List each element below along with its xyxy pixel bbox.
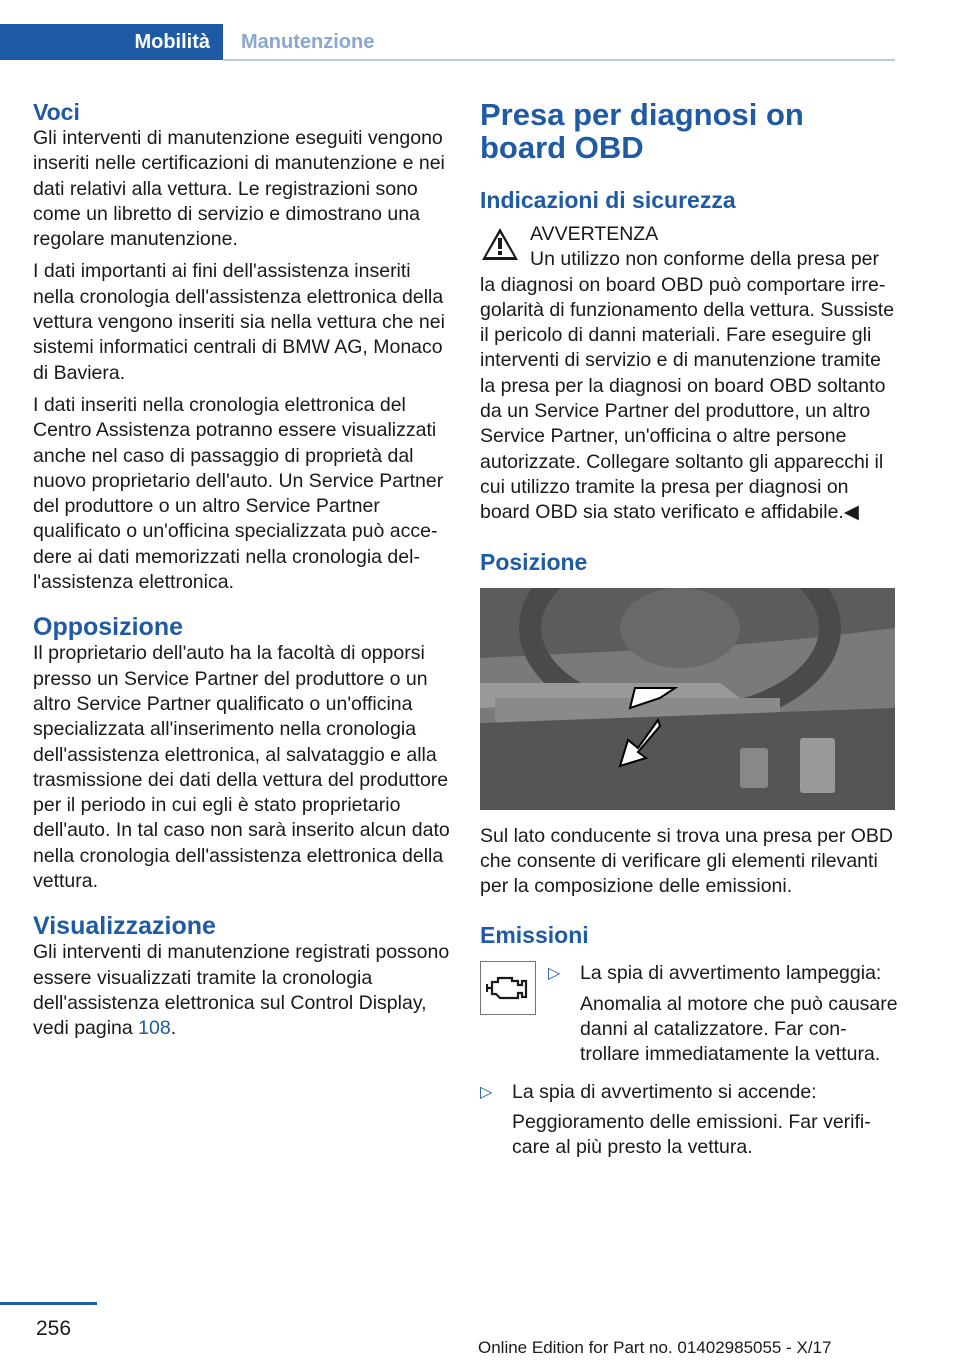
list-item-title: La spia di avvertimento si accende: [512,1080,817,1103]
warning-text: Un utilizzo non conforme della presa per la diagnosi on board OBD può comportare irregolarità di funzionamento della vettura. Sussiste il pericolo di danni materiali. Fare eseguire gli interventi di servizio e di manutenzione tramite la presa per la diagnosi on board OBD soltanto da un Service Partner del produttore, un altro Service Partner, un'officina o altre persone autorizzate. Collegare soltanto gli apparecchi il cui utilizzo tramite la presa per diagnosi on board OBD sia stato verificato e affidabile.◀ [480,248,895,524]
page-title: Presa per diagnosi on board OBD [480,97,804,165]
paragraph: I dati inseriti nella cronologia elettronica del Centro Assistenza potranno essere visualizzati anche nel caso di passaggio di proprietà dal nuovo proprietario dell'auto. Un Service Partner del produttore o un altro Service Partner qualificato o un'officina specializzata può accedere ai dati memorizzati nella cronologia dell'assistenza elettronica. [33,393,444,594]
emissions-list [480,961,898,1067]
chapter-header [0,24,895,62]
section-title-voci: Voci [33,99,80,125]
section-title-opposizione: Opposizione [33,613,183,642]
warning-block [480,222,898,526]
list-item-title: La spia di avvertimento lampeggia: [580,962,882,985]
footer-divider [0,1302,97,1305]
section-title-visualizzazione: Visualizzazione [33,912,216,941]
section-title-posizione: Posizione [480,548,588,575]
section-title-sicurezza: Indicazioni di sicurezza [480,187,736,213]
tab-mobilita[interactable]: Mobilità [0,24,223,60]
engine-warning-icon [480,961,536,1015]
bullet-icon: ▷ [480,1083,493,1101]
list-item [548,961,898,1067]
paragraph: Il proprietario dell'auto ha la facoltà di opporsi presso un Service Partner del produttore o un altro Service Partner qualificato o un'officina specializzata all'inserimento nella cronologia dell'assistenza elettronica, al salvataggio e alla trasmissione dei dati della vettura del produttore per il periodo in cui egli è stato proprietario dell'auto. In tal caso non sarà inserito alcun dato nella cronologia dell'assistenza elettronica della vettura. [33,642,450,893]
left-column [33,98,451,1042]
list-item-text: Anomalia al motore che può causare danni al catalizzatore. Far controllare immediatamente la vettura. [580,992,898,1066]
header-divider [223,59,895,61]
warning-label: AVVERTENZA [530,223,659,245]
bullet-icon: ▷ [548,965,561,983]
paragraph: Gli interventi di manutenzione eseguiti vengono inseriti nelle certificazioni di manutenzione e nei dati relativi alla vettura. Le registrazioni sono come un libretto di servizio e dimostrano una regolare manutenzione. [33,127,445,251]
page-link[interactable]: 108 [138,1017,171,1040]
warning-triangle-icon [480,226,520,262]
obd-position-photo [480,588,895,810]
list-item-text: Peggioramento delle emissioni. Far verificare al più presto la vettura. [512,1110,871,1159]
paragraph: I dati importanti ai fini dell'assistenza inseriti nella cronologia dell'assistenza elettronica della vettura vengono inseriti sia nella vettura che nei sistemi informatici centrali di BMW AG, Monaco di Baviera. [33,260,445,384]
paragraph: Gli interventi di manutenzione registrati possono essere visualizzati tramite la cronologia dell'assistenza elettronica sul Control Display, vedi pagina 108. [33,941,450,1040]
page-number: 256 [36,1317,72,1340]
tab-manutenzione[interactable]: Manutenzione [241,30,375,53]
paragraph: Sul lato conducente si trova una presa per OBD che consente di verificare gli elementi rilevanti per la composizione delle emissioni. [480,824,893,898]
section-title-emissioni: Emissioni [480,922,589,949]
dashboard-illustration [480,588,895,810]
list-item [480,1080,898,1161]
right-column [480,98,898,1161]
edition-note: Online Edition for Part no. 01402985055 - X/17 [478,1338,832,1357]
